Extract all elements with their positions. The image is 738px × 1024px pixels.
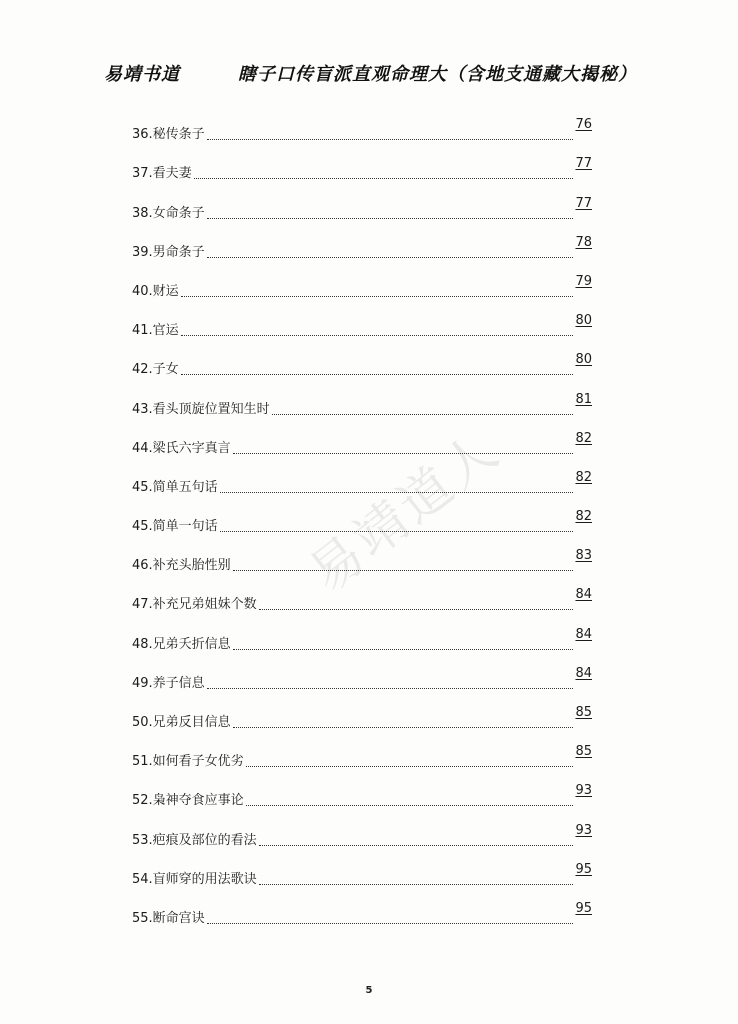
toc-entry[interactable] <box>132 457 592 496</box>
toc-dot-leader <box>246 804 574 806</box>
header-left-title: 易靖书道 <box>104 64 180 85</box>
toc-dot-leader <box>207 256 574 258</box>
toc-dot-leader <box>220 491 574 493</box>
toc-entry[interactable] <box>132 888 592 927</box>
toc-entry-title: 49.养子信息 <box>132 675 205 691</box>
toc-entry[interactable] <box>132 300 592 339</box>
toc-entry-page: 83 <box>575 548 592 564</box>
toc-dot-leader <box>233 726 574 728</box>
toc-entry[interactable] <box>132 731 592 770</box>
toc-entry-page: 85 <box>575 705 592 720</box>
toc-entry-title: 53.疤痕及部位的看法 <box>132 832 257 848</box>
toc-entry-page: 84 <box>575 626 592 642</box>
watermark: 易靖道人 <box>298 419 513 605</box>
toc-entry-title: 51.如何看子女优劣 <box>132 754 244 770</box>
toc-dot-leader <box>259 608 574 610</box>
toc-entry-page: 82 <box>575 469 592 485</box>
toc-entry-title: 48.兄弟夭折信息 <box>132 636 231 652</box>
toc-entry[interactable] <box>132 653 592 692</box>
toc-dot-leader <box>207 687 574 689</box>
toc-dot-leader <box>259 844 574 846</box>
toc-entry-title: 45.简单一句话 <box>132 519 218 535</box>
toc-dot-leader <box>181 334 574 336</box>
toc-dot-leader <box>194 177 574 179</box>
toc-entry-title: 37.看夫妻 <box>132 166 192 182</box>
toc-entry-title: 50.兄弟反目信息 <box>132 715 231 730</box>
toc-dot-leader <box>233 452 574 454</box>
toc-dot-leader <box>181 295 574 297</box>
toc-entry-title: 52.枭神夺食应事论 <box>132 793 244 809</box>
toc-entry-title: 54.盲师穿的用法歌诀 <box>132 871 257 887</box>
toc-entry[interactable] <box>132 809 592 848</box>
toc-entry-title: 55.断命宫诀 <box>132 910 205 926</box>
toc-entry-title: 45.简单五句话 <box>132 479 218 495</box>
toc-dot-leader <box>233 569 574 571</box>
toc-entry-title: 38.女命条子 <box>132 205 205 221</box>
toc-entry-page: 82 <box>575 509 592 525</box>
toc-entry[interactable] <box>132 692 592 731</box>
toc-entry[interactable] <box>132 613 592 652</box>
toc-entry[interactable] <box>132 496 592 535</box>
toc-entry-page: 78 <box>575 234 592 250</box>
toc-entry-page: 82 <box>575 430 592 446</box>
toc-entry-page: 80 <box>575 352 592 368</box>
toc-dot-leader <box>272 413 574 415</box>
toc-entry[interactable] <box>132 849 592 888</box>
toc-entry-page: 93 <box>575 822 592 838</box>
toc-entry-page: 81 <box>575 391 592 407</box>
toc-dot-leader <box>207 922 574 924</box>
toc-entry-title: 47.补充兄弟姐妹个数 <box>132 597 257 613</box>
toc-entry-page: 85 <box>575 744 592 760</box>
toc-entry[interactable] <box>132 222 592 261</box>
toc-entry[interactable] <box>132 574 592 613</box>
toc-entry-title: 41.官运 <box>132 323 179 339</box>
toc-entry-page: 76 <box>575 117 592 133</box>
table-of-contents <box>132 104 592 927</box>
toc-entry[interactable] <box>132 418 592 457</box>
toc-entry[interactable] <box>132 182 592 221</box>
toc-entry-page: 80 <box>575 313 592 329</box>
toc-entry-page: 79 <box>575 273 592 289</box>
toc-entry-title: 44.梁氏六字真言 <box>132 440 231 456</box>
toc-dot-leader <box>220 530 574 532</box>
toc-dot-leader <box>259 883 574 885</box>
toc-entry-title: 39.男命条子 <box>132 244 205 260</box>
toc-entry-page: 95 <box>575 900 592 916</box>
toc-dot-leader <box>181 373 574 375</box>
toc-entry-page: 77 <box>575 195 592 211</box>
toc-entry-title: 36.秘传条子 <box>132 127 205 143</box>
toc-entry-page: 84 <box>575 587 592 603</box>
toc-entry[interactable] <box>132 104 592 143</box>
page-number: 5 <box>365 985 373 996</box>
toc-entry-title: 40.财运 <box>132 283 179 299</box>
toc-entry[interactable] <box>132 339 592 378</box>
toc-dot-leader <box>246 765 574 767</box>
toc-dot-leader <box>233 648 574 650</box>
toc-entry[interactable] <box>132 770 592 809</box>
toc-entry-page: 93 <box>575 783 592 799</box>
toc-entry-page: 95 <box>575 861 592 877</box>
toc-entry-title: 46.补充头胎性别 <box>132 558 231 574</box>
toc-dot-leader <box>207 138 574 140</box>
header-right-title: 瞎子口传盲派直观命理大（含地支通藏大揭秘） <box>238 64 637 85</box>
toc-entry[interactable] <box>132 535 592 574</box>
toc-entry-page: 77 <box>575 156 592 172</box>
toc-dot-leader <box>207 217 574 219</box>
toc-entry[interactable] <box>132 261 592 300</box>
toc-entry[interactable] <box>132 378 592 417</box>
toc-entry-page: 84 <box>575 665 592 681</box>
toc-entry-title: 42.子女 <box>132 362 179 378</box>
toc-entry[interactable] <box>132 143 592 182</box>
toc-entry-title: 43.看头顶旋位置知生时 <box>132 401 270 417</box>
